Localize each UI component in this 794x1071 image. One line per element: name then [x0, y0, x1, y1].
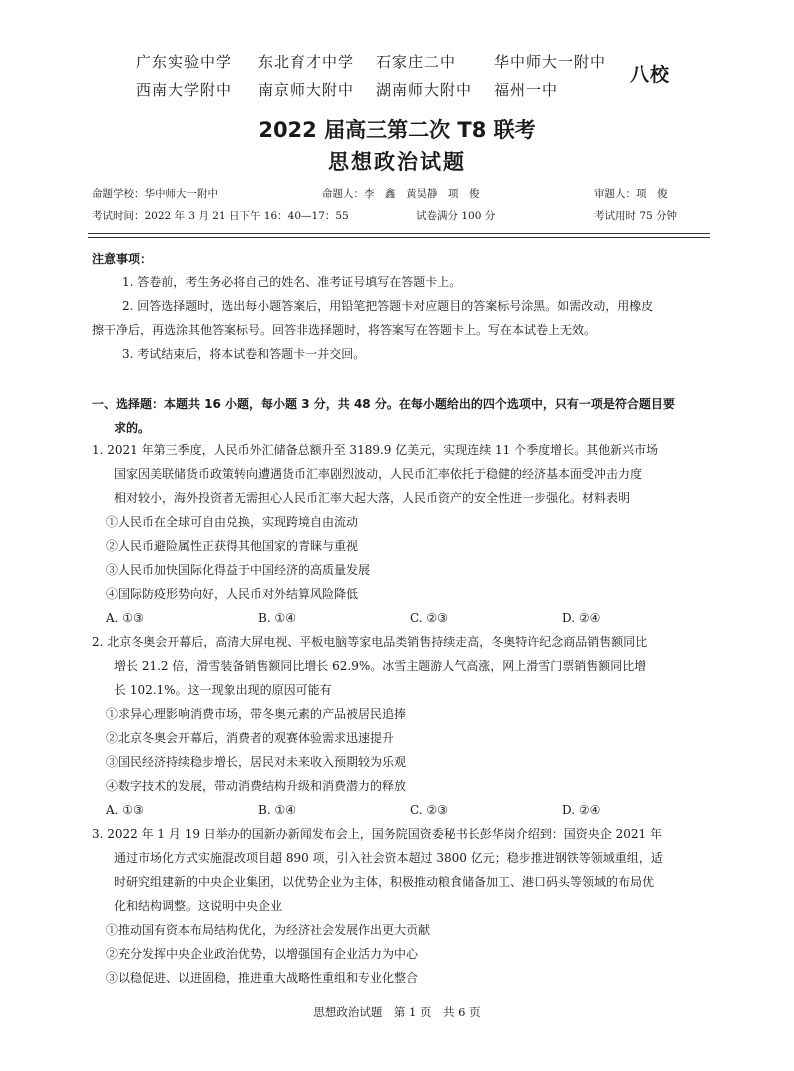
option-a: A. ①③: [106, 803, 144, 817]
answer-options: [92, 606, 714, 630]
option-b: B. ①④: [258, 611, 296, 625]
eight-schools-badge: 八校: [630, 64, 671, 86]
question-item: ①人民币在全球可自由兑换，实现跨境自由流动: [106, 515, 359, 529]
question-stem-line: 时研究组建新的中央企业集团，以优势企业为主体，积极推动粮食储备加工、港口码头等领域的布局优: [114, 875, 655, 889]
school-name: 湖南师大附中: [376, 81, 473, 99]
option-b: B. ①④: [258, 803, 296, 817]
question-stem-line: 长 102.1%。这一现象出现的原因可能有: [114, 683, 332, 697]
question-stem-line: 2. 北京冬奥会开幕后，高清大屏电视、平板电脑等家电品类销售持续走高，冬奥特许纪念商品销售额同比: [92, 635, 648, 649]
option-c: C. ②③: [410, 611, 448, 625]
question-item: ①推动国有资本布局结构优化，为经济社会发展作出更大贡献: [106, 923, 431, 937]
header-divider: [88, 233, 710, 234]
question-item: ③以稳促进、以进固稳，推进重大战略性重组和专业化整合: [106, 971, 419, 985]
question-item: ③人民币加快国际化得益于中国经济的高质量发展: [106, 563, 371, 577]
question-1: [92, 438, 714, 630]
notice-item: 2. 回答选择题时，选出每小题答案后，用铅笔把答题卡对应题目的答案标号涂黑。如需改动，用橡皮: [122, 299, 654, 313]
question-authors: 命题人：李 鑫 黄昊静 项 俊: [322, 188, 480, 200]
question-item: ②北京冬奥会开幕后，消费者的观赛体验需求迅速提升: [106, 731, 395, 745]
question-stem-line: 增长 21.2 倍，滑雪装备销售额同比增长 62.9%。冰雪主题游人气高涨，网上滑雪门票销售额同比增: [114, 659, 647, 673]
school-name: 西南大学附中: [136, 81, 233, 99]
school-row-2: [136, 76, 656, 104]
notice-item: 擦干净后，再选涂其他答案标号。回答非选择题时，将答案写在答题卡上。写在本试卷上无效。: [92, 323, 597, 337]
header-divider-thin: [88, 237, 710, 238]
question-item: ③国民经济持续稳步增长，居民对未来收入预期较为乐观: [106, 755, 407, 769]
option-a: A. ①③: [106, 611, 144, 625]
notice-heading: 注意事项：: [92, 252, 153, 266]
notice-list: [92, 270, 714, 366]
question-stem-line: 国家因美联储货币政策转向遭遇货币汇率剧烈波动，人民币汇率依托于稳健的经济基本面受冲击力度: [114, 467, 643, 481]
question-item: ④国际防疫形势向好，人民币对外结算风险降低: [106, 587, 359, 601]
school-name: 广东实验中学: [136, 53, 233, 71]
question-item: ④数字技术的发展，带动消费结构升级和消费潜力的释放: [106, 779, 407, 793]
full-score: 试卷满分 100 分: [416, 210, 496, 222]
school-name: 东北育才中学: [258, 53, 355, 71]
school-list: [136, 48, 656, 104]
school-name: 石家庄二中: [376, 53, 457, 71]
notice-item: 3. 考试结束后，将本试卷和答题卡一并交回。: [122, 347, 366, 361]
question-item: ①求异心理影响消费市场，带冬奥元素的产品被居民追捧: [106, 707, 407, 721]
page-footer: 思想政治试题 第 1 页 共 6 页: [313, 1005, 481, 1019]
option-d: D. ②④: [562, 803, 601, 817]
question-stem-line: 3. 2022 年 1 月 19 日举办的国新办新闻发布会上，国务院国资委秘书长彭华岗介绍到：国资央企 2021 年: [92, 827, 662, 841]
school-name: 福州一中: [494, 81, 559, 99]
question-item: ②人民币避险属性正获得其他国家的青睐与重视: [106, 539, 359, 553]
question-stem-line: 1. 2021 年第三季度，人民币外汇储备总额升至 3189.9 亿美元，实现连续 11 个季度增长。其他新兴市场: [92, 443, 659, 457]
notice-item: 1. 答卷前，考生务必将自己的姓名、准考证号填写在答题卡上。: [122, 275, 462, 289]
exam-duration: 考试用时 75 分钟: [594, 210, 678, 222]
exam-time: 考试时间：2022 年 3 月 21 日下午 16：40—17：55: [92, 210, 349, 222]
reviewer: 审题人：项 俊: [594, 188, 668, 200]
question-stem-line: 相对较小，海外投资者无需担心人民币汇率大起大落，人民币资产的安全性进一步强化。材料表明: [114, 491, 631, 505]
school-row-1: [136, 48, 656, 76]
meta-row-time: [92, 206, 712, 226]
answer-options: [92, 798, 714, 822]
section-heading: [92, 392, 714, 440]
option-c: C. ②③: [410, 803, 448, 817]
school-name: 华中师大一附中: [494, 53, 607, 71]
school-name: 南京师大附中: [258, 81, 355, 99]
question-stem-line: 化和结构调整。这说明中央企业: [114, 899, 283, 913]
exam-subject: 思想政治试题: [328, 150, 466, 174]
section-heading-line: 求的。: [114, 421, 151, 435]
exam-title: 2022 届高三第二次 T8 联考: [258, 118, 536, 142]
question-stem-line: 通过市场化方式实施混改项目超 890 项，引入社会资本超过 3800 亿元；稳步推进钢铁等领域重组，适: [114, 851, 663, 865]
setting-school: 命题学校：华中师大一附中: [92, 188, 218, 200]
option-d: D. ②④: [562, 611, 601, 625]
question-3: [92, 822, 714, 990]
section-heading-line: 一、选择题：本题共 16 小题，每小题 3 分，共 48 分。在每小题给出的四个选项中，只有一项是符合题目要: [92, 397, 675, 411]
question-item: ②充分发挥中央企业政治优势，以增强国有企业活力为中心: [106, 947, 419, 961]
question-2: [92, 630, 714, 822]
meta-row-authors: [92, 184, 712, 204]
